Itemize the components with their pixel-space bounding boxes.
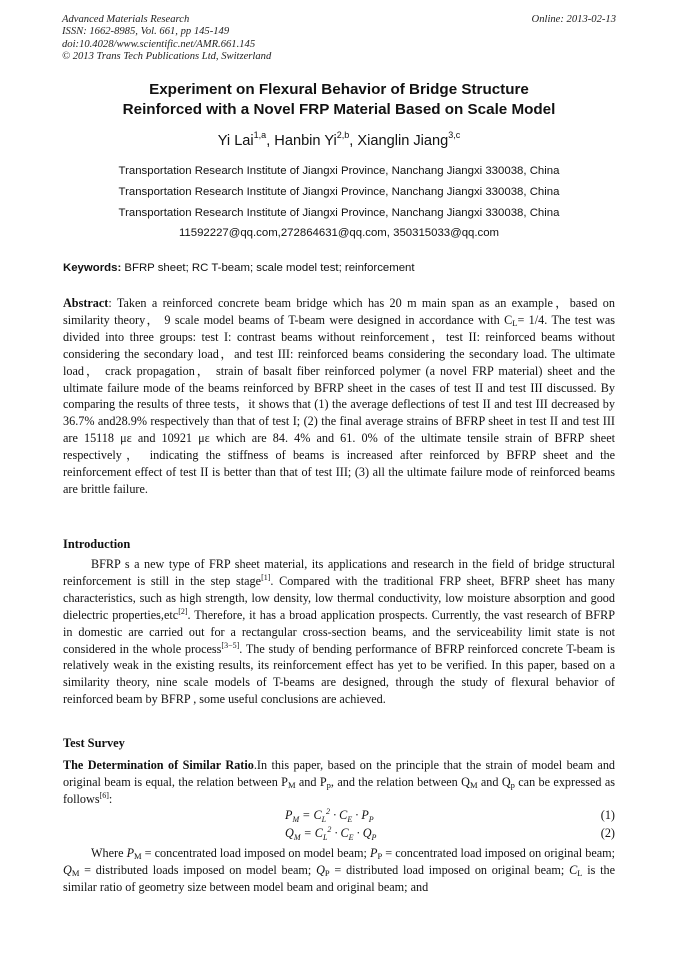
math-var: Q — [316, 862, 325, 877]
online-date: Online: 2013-02-13 — [531, 14, 616, 25]
journal-issn: ISSN: 1662-8985, Vol. 661, pp 145-149 — [62, 26, 230, 38]
paragraph-text: .In this paper, based on the principle that the strain of model beam and original beam is equal, the relation between P — [63, 758, 616, 789]
subscript: p — [510, 779, 515, 790]
paragraph-text: is the similar ratio of geometry size between model beam and original beam; and — [63, 862, 615, 894]
test-survey-paragraph — [63, 757, 615, 808]
paragraph-text: = distributed load imposed on original beam; — [329, 862, 570, 877]
subscript: p — [326, 779, 331, 790]
introduction-paragraph — [63, 556, 615, 708]
author-list — [0, 127, 678, 150]
math-var: C — [569, 862, 578, 877]
paragraph-text: . Compared with the traditional FRP sheet, BFRP sheet has many characteristics, such as high strength, low density, low thermal conductivity, low moisture absorption and good dielectric properties,etc — [63, 573, 615, 622]
author-affiliation-mark: 1,a — [253, 130, 267, 140]
citation: [6] — [99, 790, 109, 800]
subscript: P — [324, 867, 330, 878]
keywords — [63, 260, 415, 276]
subscript: P — [377, 851, 383, 861]
subscript: M — [469, 779, 478, 790]
journal-copyright: © 2013 Trans Tech Publications Ltd, Switzerland — [62, 50, 272, 62]
abstract — [63, 295, 615, 498]
subsection-label: The Determination of Similar Ratio — [63, 758, 254, 772]
paragraph-text: and Q — [477, 774, 511, 789]
equation-formula: $P_M = C_L^2 \cdot C_E \cdot P_P$ — [285, 807, 374, 824]
citation: [2] — [178, 606, 188, 616]
abstract-text: = 1/4. The test was divided into three groups: test I: contrast beams without reinforcement，test II: reinforced beams without considering the secondary load，and test III: reinforced beams considering the secondary load. The ultimate load， crack propagation， strain of basalt fiber reinforced polymer (a novel FRP material) sheet and the ultimate failure mode of the beams reinforced by BFRP sheet in the cases of test II and test III discussed. By comparing the results of three tests，it shows that (1) the average deflections of test II and test III decreased by 36.7% and28.9% respectively than that of test I; (2) the final average strains of BFRP sheet in test II and test III are 15118 με and 10921 με which are 84. 4% and 61. 0% of the ultimate tensile strain of BFRP sheet respectively， indicating the stiffness of beams is increased after reinforced by BFRP sheet and the reinforcement effect of test II is better than that of test III; (3) all the ultimate failure mode of reinforced beams are brittle failure. — [63, 312, 615, 496]
affiliation-line: Transportation Research Institute of Jiangxi Province, Nanchang Jiangxi 330038, China — [118, 165, 560, 177]
paragraph-text: = concentrated load imposed on original beam; — [382, 846, 615, 860]
author-separator: , — [349, 132, 358, 149]
subscript: M — [71, 867, 80, 878]
equation-formula: $Q_M = C_L^2 \cdot C_E \cdot Q_P$ — [285, 825, 377, 842]
paragraph-text: : — [108, 791, 113, 806]
equation-1 — [63, 808, 615, 825]
subscript: M — [134, 851, 142, 861]
section-heading-introduction: Introduction — [63, 537, 131, 551]
paragraph-text: . The study of bending performance of BFRP reinforced concrete T-beam is relatively weak in the existing results, its reinforcement effect has yet to be verified. In this paper, based on a similarity theory, nine scale models of T-beams are designed, through the study of flexural behavior of reinforced beam by BFRP , some useful conclusions are achieved. — [63, 641, 616, 707]
subscript: L — [577, 867, 583, 878]
section-heading-test-survey: Test Survey — [63, 736, 125, 750]
paragraph-text: = concentrated load imposed on model beam; — [141, 846, 371, 860]
paragraph-text: BFRP s a new type of FRP sheet material, its applications and research in the field of bridge structural reinforcement is still in the step stage — [63, 557, 615, 588]
abstract-label: Abstract — [63, 296, 109, 310]
author-separator: , — [266, 132, 275, 149]
paragraph-text: Where — [91, 846, 127, 860]
subscript: M — [287, 779, 296, 790]
subscript: L — [512, 317, 518, 328]
keywords-label: Keywords: — [63, 262, 122, 274]
equation-number: (1) — [600, 808, 615, 822]
math-var: Q — [63, 862, 72, 877]
author-affiliation-mark: 2,b — [336, 130, 350, 140]
title-line-1: Experiment on Flexural Behavior of Bridge Structure — [149, 81, 529, 98]
abstract-text: : Taken a reinforced concrete beam bridge which has 20 m main span as an example，based on similarity theory， 9 scale model beams of T-beam were designed in accordance with C — [63, 296, 615, 327]
citation: [3−5] — [221, 640, 240, 650]
author-affiliation-mark: 3,c — [448, 130, 461, 140]
paper-title — [0, 80, 678, 120]
paragraph-text: . Therefore, it has a broad application prospects. Currently, the vast research of BFRP in domestic are carried out for a rectangular cross-section beams, and the serviceability limit state is not considered in the whole process — [63, 607, 615, 656]
author-emails: 11592227@qq.com,272864631@qq.com, 350315033@qq.com — [178, 227, 500, 240]
equation-number: (2) — [600, 826, 615, 840]
paragraph-text: = distributed loads imposed on model beam; — [79, 862, 317, 877]
author-name: Xianglin Jiang — [357, 132, 449, 149]
variable-definitions-paragraph — [63, 845, 615, 896]
journal-doi: doi:10.4028/www.scientific.net/AMR.661.145 — [62, 38, 256, 50]
paragraph-text: and P — [295, 774, 327, 789]
math-var: P — [370, 846, 378, 860]
affiliations — [0, 161, 678, 244]
author-name: Hanbin Yi — [274, 132, 337, 149]
journal-name: Advanced Materials Research — [62, 14, 190, 25]
citation: [1] — [261, 572, 271, 582]
author-name: Yi Lai — [217, 132, 254, 149]
paragraph-text: , and the relation between Q — [330, 774, 470, 789]
math-var: P — [126, 846, 135, 860]
keywords-text: BFRP sheet; RC T-beam; scale model test; reinforcement — [121, 262, 415, 274]
paragraph-text: can be expressed as follows — [63, 774, 615, 806]
title-line-2: Reinforced with a Novel FRP Material Based on Scale Model — [122, 101, 556, 118]
affiliation-line: Transportation Research Institute of Jiangxi Province, Nanchang Jiangxi 330038, China — [118, 206, 560, 219]
equation-2 — [63, 826, 615, 843]
affiliation-line: Transportation Research Institute of Jiangxi Province, Nanchang Jiangxi 330038, China — [118, 185, 560, 198]
journal-info — [62, 14, 271, 63]
